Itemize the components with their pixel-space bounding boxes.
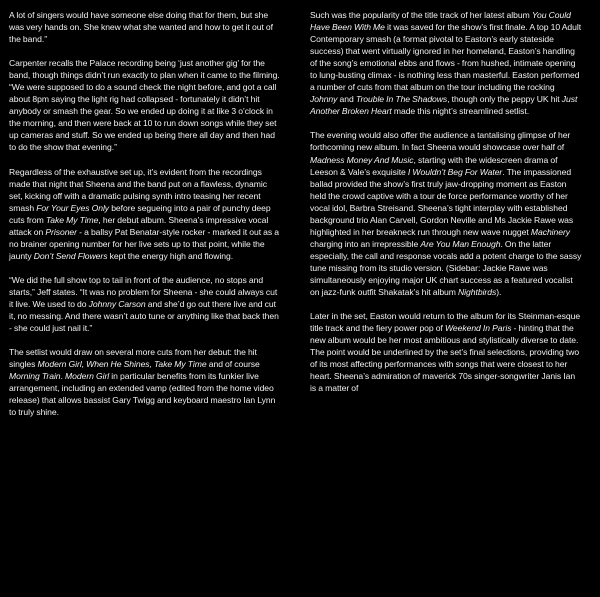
italic-title: Weekend In Paris	[444, 323, 512, 334]
italic-title: Are You Man Enough	[420, 238, 501, 249]
paragraph: Such was the popularity of the title track of her latest album You Could Have Been With Me it was saved for the show’s first finale. A top 10 Adult Contemporary smash (a format pivotal to Easton’s early stateside success) that went virtually ignored in her homeland, Easton’s handling of the song’s emotional ebbs and flows - from hushed, intimate opening to lung-busting climax - is nothing less than masterful. Easton performed a number of cuts from that album on the tour including the rocking Johnny and Trouble In The Shadows, though only the peppy UK hit Just Another Broken Heart made this night’s streamlined setlist.	[310, 10, 582, 117]
paragraph: A lot of singers would have someone else doing that for them, but she was very hands on. She knew what she wanted and how to get it out of the band.”	[9, 10, 273, 45]
left-column	[9, 9, 281, 430]
italic-title: For Your Eyes Only	[36, 202, 110, 213]
paragraph: Carpenter recalls the Palace recording being ‘just another gig’ for the band, though things didn’t run exactly to plan when it came to the filming. “We were supposed to do a sound check the night before, and got a call about 8pm saying the light rig had collapsed - fortunately it didn’t hit anybody or smash the gear. So we ended up doing it at like 3 o’clock in the morning, and then were back at 10 to run down songs while they set up cameras and stuff. So we ended up being there all day and then had to do the show that evening.”	[9, 58, 280, 153]
right-column	[310, 9, 582, 406]
italic-title: Trouble In The Shadows	[355, 94, 448, 105]
paragraph: “We did the full show top to tail in front of the audience, no stops and starts,” Jeff states. “It was no problem for Sheena - she could always cut it live. We used to do Johnny Carson and she’d go out there live and cut it, no messing. And there wasn’t auto tune or anything like that back then - she could just nail it.”	[9, 274, 279, 334]
paragraph: Later in the set, Easton would return to the album for its Steinman-esque title track and the fiery power pop of Weekend In Paris - hinting that the new album would be her most ambitious and stylistically diverse to date. The point would be underlined by the set’s final selections, providing two of its most affecting performances with songs that were closest to her heart. Sheena’s admiration of maverick 70s singer-songwriter Janis Ian is a matter of	[310, 311, 581, 394]
italic-title: Machinery	[530, 226, 571, 237]
italic-title: Modern Girl	[65, 371, 110, 382]
italic-title: Johnny	[310, 94, 338, 105]
italic-title: Take My Time	[45, 214, 99, 225]
italic-title: Prisoner	[45, 226, 77, 237]
italic-title: Nightbirds	[458, 287, 497, 298]
italic-title: Don’t Send Flowers	[33, 250, 108, 261]
paragraph: The evening would also offer the audience a tantalising glimpse of her forthcoming new album. In fact Sheena would showcase over half of Madness Money And Music, starting with the widescreen drama of Leeson & Vale’s exquisite I Wouldn’t Beg For Water. The impassioned ballad provided the show’s first truly jaw-dropping moment as Easton held the crowd captive with a tour de force performance worthy of her vocal idol, Barbra Streisand. Sheena’s tight interplay with established background trio Alan Carvell, Gordon Neville and Ms Jackie Rawe was highlighted in her breakneck run through new wave nugget Machinery charging into an irrepressible Are You Man Enough. On the latter especially, the call and response vocals add a potent charge to the sassy tune missing from its studio version. (Sidebar: Jackie Rawe was simultaneously enjoying major UK chart success as a featured vocalist on jazz-funk outfit Shakatak’s hit album Nightbirds).	[310, 130, 582, 298]
italic-title: You Could Have Been With Me	[310, 10, 571, 33]
italic-title: Modern Girl, When He Shines, Take My Time	[37, 359, 207, 370]
italic-title: Johnny Carson	[88, 298, 146, 309]
italic-title: Morning Train	[9, 371, 61, 382]
italic-title: Madness Money And Music	[310, 154, 414, 165]
paragraph: The setlist would draw on several more cuts from her debut: the hit singles Modern Girl, When He Shines, Take My Time and of course Morning Train. Modern Girl in particular benefits from its funkier live arrangement, including an extended vamp (edited from the home video release) that allows bassist Gary Twigg and keyboard maestro Ian Lynn to truly shine.	[9, 347, 276, 418]
italic-title: I Wouldn’t Beg For Water	[407, 166, 503, 177]
paragraph: Regardless of the exhaustive set up, it’s evident from the recordings made that night that Sheena and the band put on a flawless, dynamic set, kicking off with a dramatic pulsing synth intro teasing her recent smash For Your Eyes Only before segueing into a pair of punchy deep cuts from Take My Time, her debut album. Sheena’s impressive vocal attack on Prisoner - a ballsy Pat Benatar-style rocker - marked it out as a no brainer opening number for her live sets up to that point, while the jaunty Don’t Send Flowers kept the energy high and flowing.	[9, 166, 280, 261]
italic-title: Just Another Broken Heart	[310, 94, 578, 117]
